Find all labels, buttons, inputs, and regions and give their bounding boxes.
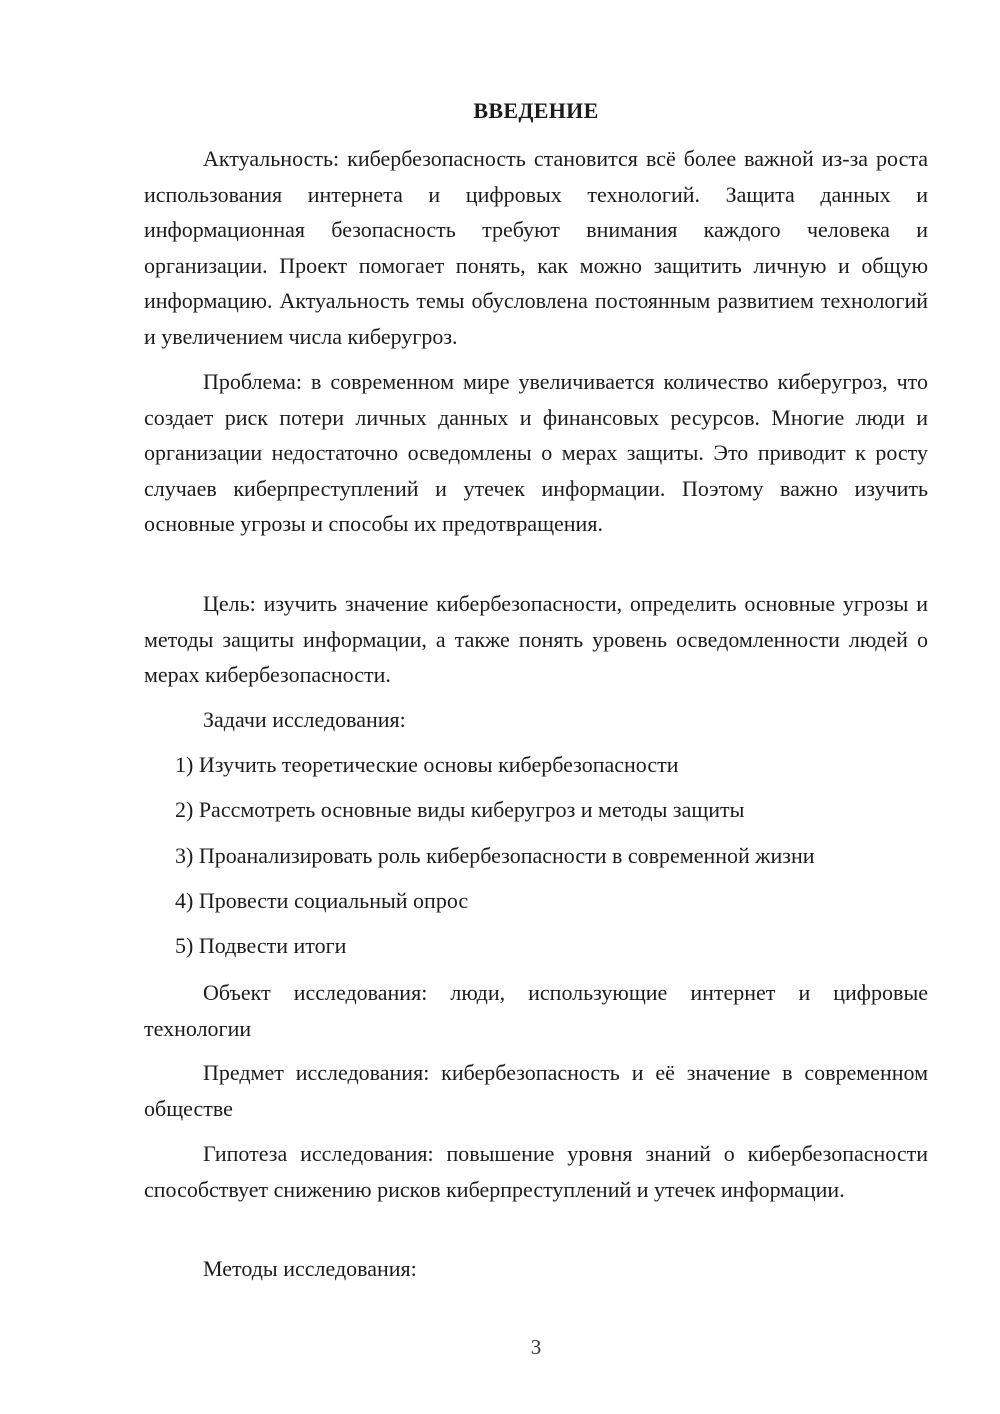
paragraph-subject: Предмет исследования: кибербезопасность и её значение в современном обществе <box>144 1060 928 1121</box>
paragraph-problem: Проблема: в современном мире увеличивается количество киберугроз, что создает риск потери личных данных и финансовых ресурсов. Многие люди и организации недостаточно осведомлены о мерах защиты. Это приводит к росту случаев киберпреступлений и утечек информации. Поэтому важно изучить основные угрозы и способы их предотвращения. <box>144 369 928 536</box>
task-item-4: 4) Провести социальный опрос <box>175 888 469 913</box>
tasks-heading: Задачи исследования: <box>203 707 406 732</box>
task-item-3: 3) Проанализировать роль кибербезопасности в современной жизни <box>175 843 815 868</box>
paragraph-relevance: Актуальность: кибербезопасность становится всё более важной из-за роста использования интернета и цифровых технологий. Защита данных и информационная безопасность требуют внимания каждого человека и организации. Проект помогает понять, как можно защитить личную и общую информацию. Актуальность темы обусловлена постоянным развитием технологий и увеличением числа киберугроз. <box>144 146 928 349</box>
task-item-2: 2) Рассмотреть основные виды киберугроз и методы защиты <box>175 797 745 822</box>
task-item-5: 5) Подвести итоги <box>175 933 347 958</box>
paragraph-hypothesis: Гипотеза исследования: повышение уровня знаний о кибербезопасности способствует снижению рисков киберпреступлений и утечек информации. <box>144 1141 928 1202</box>
page-number: 3 <box>530 1335 542 1359</box>
paragraph-object: Объект исследования: люди, использующие интернет и цифровые технологии <box>144 980 928 1041</box>
task-item-1: 1) Изучить теоретические основы кибербезопасности <box>175 752 679 777</box>
methods-heading: Методы исследования: <box>203 1256 417 1281</box>
paragraph-goal: Цель: изучить значение кибербезопасности, определить основные угрозы и методы защиты информации, а также понять уровень осведомленности людей о мерах кибербезопасности. <box>144 591 928 687</box>
section-title: ВВЕДЕНИЕ <box>473 98 599 123</box>
